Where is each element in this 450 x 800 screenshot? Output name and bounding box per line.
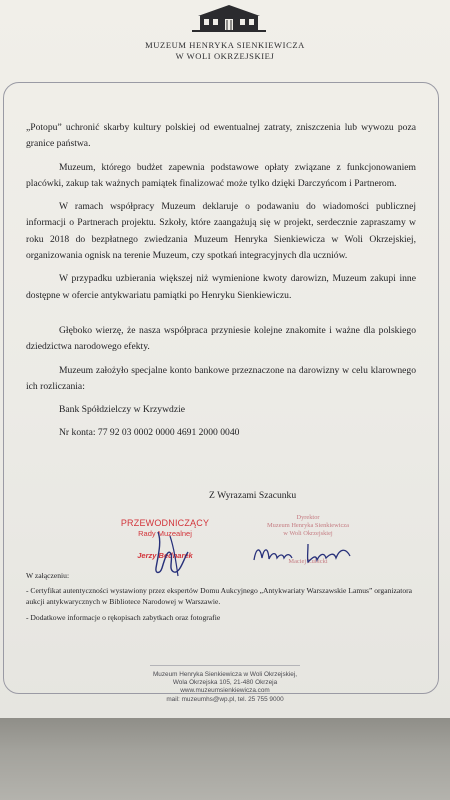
letterhead [0,0,450,70]
attachments-title: W załączeniu: [26,571,70,580]
stamp-museum-location: w Woli Okrzejskiej [283,530,333,537]
bank-name: Bank Spółdzielczy w Krzywdzie [59,404,186,416]
paragraph-heritage: Głęboko wierzę, że nasza współpraca przyniesie kolejne znakomite i ważne dla polskiego dziedzictwa narodowego efekty. [26,324,416,353]
museum-manor-logo-icon [190,2,268,34]
attachments-section [26,570,416,627]
letter-body [26,120,416,449]
account-number: Nr konta: 77 92 03 0002 0000 4691 2000 0040 [59,427,240,439]
background-surface [0,718,450,800]
paragraph-potop: „Potopu” uchronić skarby kultury polskiej od ewentualnej zatraty, zniszczenia lub wywozu poza granice państwa. [26,122,416,150]
paragraph-budget: Muzeum, którego budżet zapewnia podstawowe opłaty związane z funkcjonowaniem placówki, zakup tak ważnych pamiątek finalizować może tylko dzięki Darczyńcom i Partnerom. [26,161,416,189]
stamp-council-name: Rady Muzealnej [138,529,192,538]
paragraph-bank-account: Muzeum założyło specjalne konto bankowe przeznaczone na darowizny w celu klarownego ich rozliczania: [26,364,416,392]
footer-address: Wola Okrzejska 105, 21-480 Okrzeja [172,679,278,687]
museum-name-line2: W WOLI OKRZEJSKIEJ [175,51,275,61]
stamp-museum-name: Muzeum Henryka Sienkiewicza [267,522,349,529]
stamp-director-name: Maciej Łubicki [288,558,328,565]
footer-museum-name: Muzeum Henryka Sienkiewicza w Woli Okrzejskiej, [152,671,298,678]
closing-salutation: Z Wyrazami Szacunku [209,490,297,501]
footer-contact: mail: muzeumhs@wp.pl, tel. 25 755 9000 [166,695,284,703]
footer-divider [150,665,300,666]
stamp-chairman-name: Jerzy Bednarek [137,551,193,560]
museum-name-line1: MUZEUM HENRYKA SIENKIEWICZA [145,40,305,50]
stamp-director-title: Dyrektor [296,514,320,521]
letter-footer [100,671,350,704]
attachment-additional-info: - Dodatkowe informacje o rękopisach zabytkach oraz fotografie [26,612,221,622]
attachment-certificate: - Certyfikat autentyczności wystawiony przez ekspertów Domu Aukcyjnego „Antykwariaty Warszawskie Lamus” organizatora aukcji antykwarycznych w Bibliotece Narodowej w Warszawie. [26,586,413,607]
director-signature [250,538,360,568]
paragraph-cooperation: W ramach współpracy Muzeum deklaruje o podawaniu do wiadomości publicznej informacji o Partnerach projektu. Szkoły, które zaangażują się w projekt, serdecznie zapraszamy w roku 2018 do bezpłatnego zwiedzania Muzeum Henryka Sienkiewicza w Woli Okrzejskiej, organizowania ognisk na terenie Muzeum, czy spotkań integracyjnych dla uczniów. [26,201,416,262]
footer-website: www.muzeumsienkiewicza.com [180,687,270,695]
paragraph-donations: W przypadku uzbierania większej niż wymienione kwoty darowizn, Muzeum zakupi inne dostępne w ofercie antykwariatu pamiątki po Henryku Sienkiewiczu. [26,273,416,301]
stamp-chairman-title: PRZEWODNICZĄCY [120,518,210,528]
